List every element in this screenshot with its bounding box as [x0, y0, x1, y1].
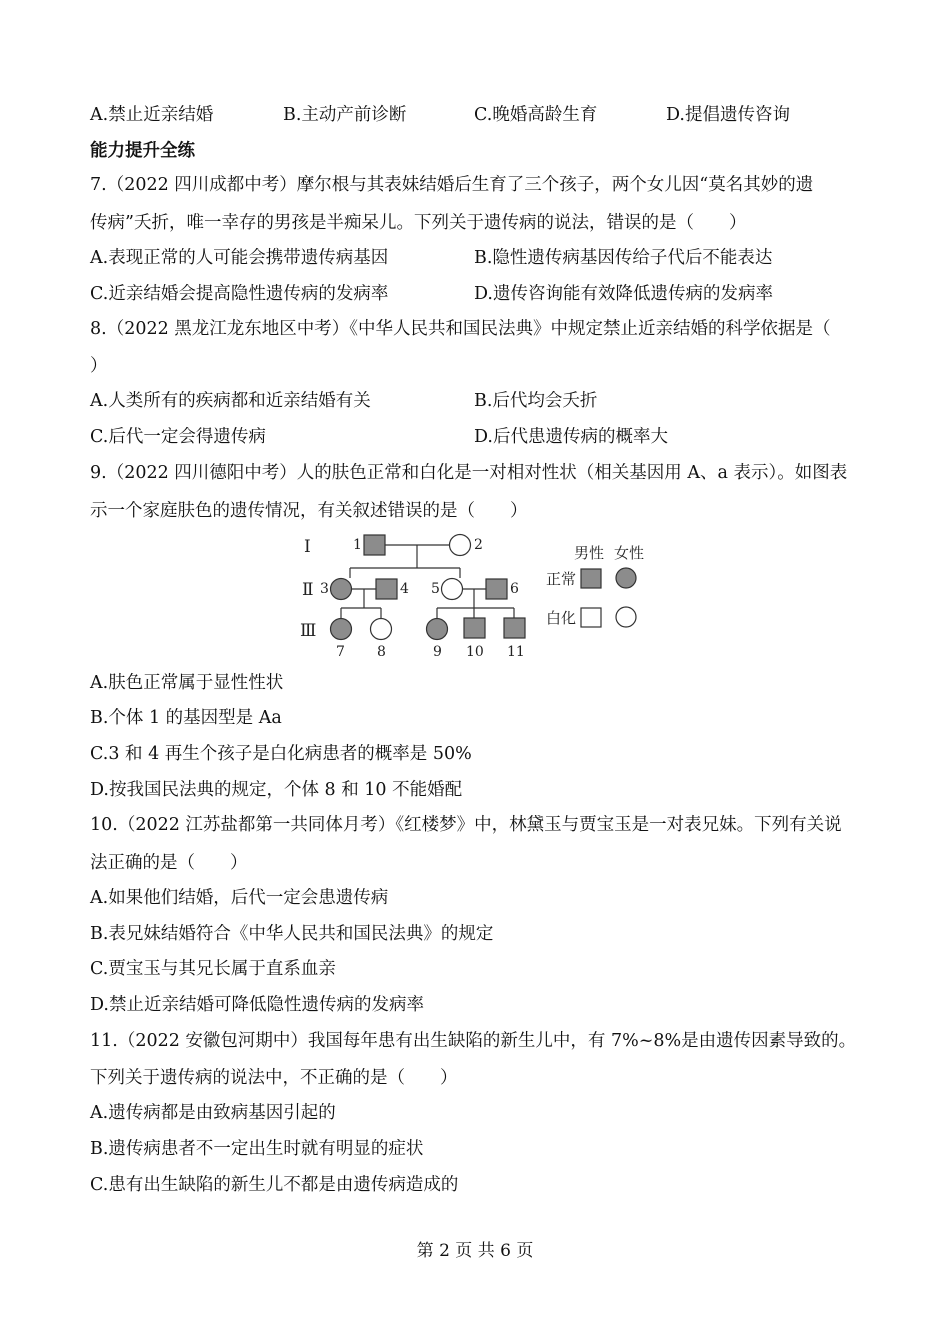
individual-1-male-normal	[364, 535, 385, 555]
id-label-1: 1	[353, 537, 362, 553]
id-label-2: 2	[474, 537, 483, 553]
q11-option-b: B.遗传病患者不一定出生时就有明显的症状	[90, 1139, 424, 1159]
individual-11-male-normal	[504, 618, 525, 638]
q8-option-c: C.后代一定会得遗传病	[90, 427, 266, 447]
legend-normal-male-symbol	[581, 569, 601, 588]
individual-10-male-normal	[464, 618, 485, 638]
q6-option-d: D.提倡遗传咨询	[666, 105, 790, 125]
gen-label-3: Ⅲ	[300, 621, 317, 641]
individual-2-female-albino	[450, 535, 471, 556]
q11-stem-line2: 下列关于遗传病的说法中，不正确的是（ ）	[90, 1068, 458, 1088]
id-label-9: 9	[433, 644, 442, 660]
legend-normal-female-symbol	[616, 568, 636, 588]
individual-5-female-albino	[442, 579, 463, 600]
q9-option-c: C.3 和 4 再生个孩子是白化病患者的概率是 50%	[90, 744, 472, 764]
legend-female-label: 女性	[614, 544, 645, 562]
id-label-3: 3	[320, 581, 329, 597]
q6-option-c: C.晚婚高龄生育	[474, 105, 598, 125]
individual-6-male-normal	[486, 579, 507, 599]
individual-3-female-normal	[331, 579, 352, 600]
q7-option-d: D.遗传咨询能有效降低遗传病的发病率	[474, 284, 773, 304]
q8-stem-line2: ）	[90, 356, 108, 376]
q10-option-b: B.表兄妹结婚符合《中华人民共和国民法典》的规定	[90, 924, 494, 944]
q9-option-b: B.个体 1 的基因型是 Aa	[90, 708, 282, 728]
q7-stem-line1: 7.（2022 四川成都中考）摩尔根与其表妹结婚后生育了三个孩子，两个女儿因“莫名其妙的遗	[90, 175, 814, 195]
q9-option-a: A.肤色正常属于显性性状	[90, 673, 284, 693]
q7-option-c: C.近亲结婚会提高隐性遗传病的发病率	[90, 284, 389, 304]
page-footer: 第 2 页 共 6 页	[416, 1241, 534, 1261]
individual-4-male-normal	[376, 579, 397, 599]
individual-7-female-normal	[331, 619, 352, 640]
section-title: 能力提升全练	[90, 141, 195, 161]
legend-albino-male-symbol	[581, 608, 601, 627]
pedigree-diagram	[290, 528, 670, 664]
q7-option-b: B.隐性遗传病基因传给子代后不能表达	[474, 248, 773, 268]
legend-albino-label: 白化	[546, 609, 577, 627]
q9-option-d: D.按我国民法典的规定，个体 8 和 10 不能婚配	[90, 780, 463, 800]
q7-option-a: A.表现正常的人可能会携带遗传病基因	[90, 248, 389, 268]
legend-male-label: 男性	[574, 544, 605, 562]
legend-albino-female-symbol	[616, 607, 636, 627]
q10-option-d: D.禁止近亲结婚可降低隐性遗传病的发病率	[90, 995, 424, 1015]
id-label-5: 5	[431, 581, 440, 597]
q8-stem-line1: 8.（2022 黑龙江龙东地区中考）《中华人民共和国民法典》中规定禁止近亲结婚的科学依据是（	[90, 319, 831, 339]
id-label-7: 7	[336, 644, 345, 660]
q10-option-a: A.如果他们结婚，后代一定会患遗传病	[90, 888, 389, 908]
q8-option-b: B.后代均会夭折	[474, 391, 598, 411]
q11-stem-line1: 11.（2022 安徽包河期中）我国每年患有出生缺陷的新生儿中，有 7%~8%是由遗传因素导致的。	[90, 1031, 857, 1051]
id-label-4: 4	[400, 581, 409, 597]
q7-stem-line2: 传病”夭折，唯一幸存的男孩是半痴呆儿。下列关于遗传病的说法，错误的是（ ）	[90, 213, 747, 233]
id-label-10: 10	[466, 644, 484, 660]
q8-option-a: A.人类所有的疾病都和近亲结婚有关	[90, 391, 371, 411]
gen-label-2: Ⅱ	[302, 580, 314, 600]
q8-option-d: D.后代患遗传病的概率大	[474, 427, 668, 447]
q9-stem-line1: 9.（2022 四川德阳中考）人的肤色正常和白化是一对相对性状（相关基因用 A、a 表示）。如图表	[90, 463, 848, 483]
id-label-6: 6	[510, 581, 519, 597]
q9-stem-line2: 示一个家庭肤色的遗传情况，有关叙述错误的是（ ）	[90, 501, 528, 521]
q11-option-a: A.遗传病都是由致病基因引起的	[90, 1103, 336, 1123]
individual-9-female-normal	[427, 619, 448, 640]
q6-option-b: B.主动产前诊断	[283, 105, 407, 125]
q10-option-c: C.贾宝玉与其兄长属于直系血亲	[90, 959, 336, 979]
q10-stem-line1: 10.（2022 江苏盐都第一共同体月考）《红楼梦》中，林黛玉与贾宝玉是一对表兄妹。下列有关说	[90, 815, 842, 835]
gen-label-1: Ⅰ	[304, 537, 311, 557]
individual-8-female-albino	[371, 619, 392, 640]
id-label-8: 8	[377, 644, 386, 660]
legend-normal-label: 正常	[546, 570, 577, 588]
q6-option-a: A.禁止近亲结婚	[90, 105, 214, 125]
q11-option-c: C.患有出生缺陷的新生儿不都是由遗传病造成的	[90, 1175, 459, 1195]
q10-stem-line2: 法正确的是（ ）	[90, 853, 248, 873]
id-label-11: 11	[507, 644, 525, 660]
